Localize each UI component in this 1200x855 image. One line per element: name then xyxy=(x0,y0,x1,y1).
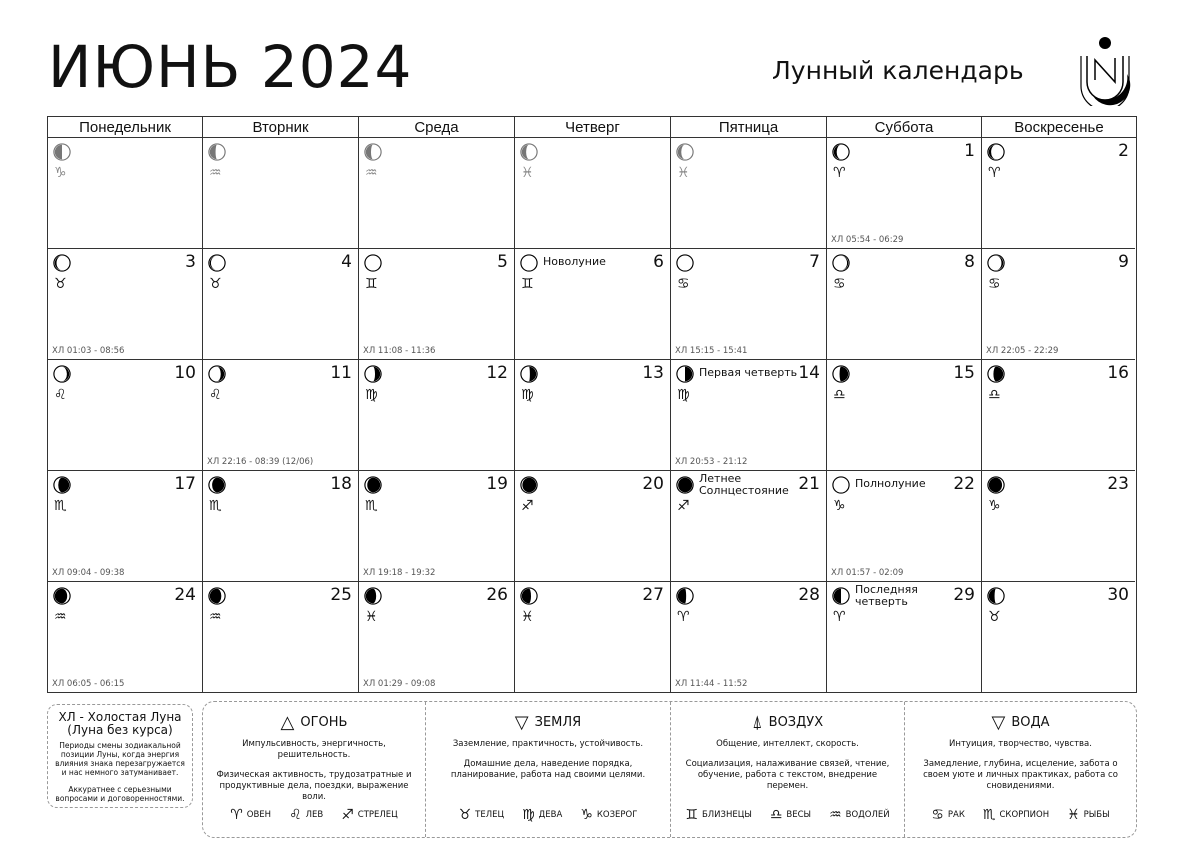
zodiac-legend-item xyxy=(289,807,323,823)
moon-phase-icon xyxy=(832,254,850,272)
moon-phase-icon xyxy=(520,143,538,161)
day-number: 6 xyxy=(653,252,664,272)
void-of-course-time: ХЛ 01:29 - 09:08 xyxy=(363,679,436,689)
day-cell[interactable] xyxy=(203,471,359,582)
day-number: 9 xyxy=(1118,252,1129,272)
day-cell[interactable] xyxy=(48,582,203,692)
zodiac-legend-item xyxy=(685,807,751,823)
day-cell[interactable] xyxy=(359,582,515,692)
element-traits: Интуиция, творчество, чувства. xyxy=(949,739,1092,749)
zodiac-sign-icon: ♋ xyxy=(833,276,846,292)
day-cell[interactable] xyxy=(359,138,515,249)
void-of-course-time: ХЛ 15:15 - 15:41 xyxy=(675,346,748,356)
moon-phase-icon xyxy=(364,254,382,272)
void-of-course-time: ХЛ 11:44 - 11:52 xyxy=(675,679,748,689)
day-cell[interactable] xyxy=(982,471,1135,582)
void-of-course-time: ХЛ 01:57 - 02:09 xyxy=(831,568,904,578)
zodiac-legend-item xyxy=(341,807,398,823)
zodiac-sign-icon: ♋ xyxy=(931,807,944,823)
moon-phase-icon xyxy=(53,254,71,272)
moon-phase-icon xyxy=(832,587,850,605)
moon-phase-icon xyxy=(53,476,71,494)
weekday-header: Понедельник xyxy=(48,117,203,138)
zodiac-sign-icon: ♑ xyxy=(54,165,67,181)
day-number: 5 xyxy=(497,252,508,272)
weekday-header: Четверг xyxy=(515,117,671,138)
zodiac-name: ЛЕВ xyxy=(305,810,324,820)
day-cell[interactable] xyxy=(203,249,359,360)
element-traits: Общение, интеллект, скорость. xyxy=(716,739,859,749)
moon-phase-icon xyxy=(364,365,382,383)
day-number: 11 xyxy=(330,363,352,383)
zodiac-sign-icon: ♈ xyxy=(988,165,1001,181)
void-of-course-time: ХЛ 05:54 - 06:29 xyxy=(831,235,904,245)
zodiac-sign-icon: ♈ xyxy=(833,609,846,625)
element-traits: Заземление, практичность, устойчивость. xyxy=(452,739,644,749)
moon-phase-icon xyxy=(520,365,538,383)
element-title xyxy=(905,712,1136,733)
zodiac-legend-item xyxy=(580,807,637,823)
zodiac-sign-icon: ♑ xyxy=(580,807,593,823)
moon-phase-icon xyxy=(364,587,382,605)
zodiac-sign-icon: ♒ xyxy=(365,165,378,181)
day-cell[interactable] xyxy=(515,360,671,471)
zodiac-legend-item xyxy=(829,807,890,823)
zodiac-legend-item xyxy=(770,807,811,823)
moon-phase-icon xyxy=(676,143,694,161)
day-cell[interactable] xyxy=(827,249,982,360)
zodiac-sign-icon: ♌ xyxy=(209,387,222,403)
day-number: 26 xyxy=(486,585,508,605)
element-activities: Замедление, глубина, исцеление, забота о своем уюте и личных практиках, работа со сновидениями. xyxy=(923,759,1118,791)
day-cell[interactable] xyxy=(515,582,671,692)
zodiac-legend-item xyxy=(522,807,562,823)
zodiac-sign-icon: ♋ xyxy=(677,276,690,292)
zodiac-sign-icon: ♓ xyxy=(521,609,534,625)
weekday-header: Пятница xyxy=(671,117,827,138)
day-number: 17 xyxy=(174,474,196,494)
element-symbol-icon: ▽ xyxy=(991,712,1006,733)
zodiac-sign-icon: ♓ xyxy=(677,165,690,181)
day-cell[interactable] xyxy=(203,138,359,249)
day-cell[interactable] xyxy=(359,360,515,471)
void-of-course-time: ХЛ 22:05 - 22:29 xyxy=(986,346,1059,356)
day-number: 18 xyxy=(330,474,352,494)
zodiac-sign-icon: ♈ xyxy=(677,609,690,625)
zodiac-sign-icon: ♋ xyxy=(988,276,1001,292)
day-cell[interactable] xyxy=(671,138,827,249)
zodiac-sign-icon: ♓ xyxy=(521,165,534,181)
zodiac-legend-item xyxy=(230,807,271,823)
element-title xyxy=(426,712,670,733)
day-cell[interactable] xyxy=(827,471,982,582)
zodiac-name: ТЕЛЕЦ xyxy=(475,810,505,820)
zodiac-sign-icon: ♏ xyxy=(982,807,996,823)
page-subtitle: Лунный календарь xyxy=(772,56,1024,85)
void-of-course-time: ХЛ 19:18 - 19:32 xyxy=(363,568,436,578)
day-number: 13 xyxy=(642,363,664,383)
zodiac-name: РАК xyxy=(947,810,965,820)
zodiac-sign-icon: ♍ xyxy=(521,387,534,403)
moon-phase-icon xyxy=(676,365,694,383)
element-signs xyxy=(905,807,1136,823)
zodiac-name: ВЕСЫ xyxy=(786,810,812,820)
day-cell[interactable] xyxy=(515,138,671,249)
moon-phase-icon xyxy=(832,365,850,383)
elements-legend xyxy=(202,701,1137,838)
element-symbol-icon: ⍋ xyxy=(751,712,763,733)
day-number: 24 xyxy=(174,585,196,605)
day-cell[interactable] xyxy=(203,360,359,471)
element-column xyxy=(904,702,1136,837)
moon-phase-icon xyxy=(208,365,226,383)
moon-phase-icon xyxy=(987,476,1005,494)
moon-phase-icon xyxy=(520,476,538,494)
element-title xyxy=(203,712,425,733)
day-number: 20 xyxy=(642,474,664,494)
day-cell[interactable] xyxy=(827,360,982,471)
day-cell[interactable] xyxy=(827,582,982,692)
day-cell[interactable] xyxy=(359,249,515,360)
day-cell[interactable] xyxy=(671,582,827,692)
zodiac-sign-icon: ♊ xyxy=(685,807,698,823)
day-cell[interactable] xyxy=(827,138,982,249)
moon-phase-icon xyxy=(53,587,71,605)
zodiac-legend-item xyxy=(983,807,1049,823)
zodiac-sign-icon: ♍ xyxy=(677,387,690,403)
day-cell[interactable] xyxy=(359,471,515,582)
zodiac-name: ДЕВА xyxy=(538,810,563,820)
day-cell[interactable] xyxy=(48,471,203,582)
day-number: 10 xyxy=(174,363,196,383)
zodiac-legend-item xyxy=(459,807,505,823)
element-activities: Физическая активность, трудозатратные и продуктивные дела, поездки, выражение воли. xyxy=(216,770,412,802)
moon-phase-icon xyxy=(987,365,1005,383)
moon-phase-icon xyxy=(208,143,226,161)
lunar-event: Новолуние xyxy=(543,255,606,268)
moon-phase-icon xyxy=(987,254,1005,272)
zodiac-sign-icon: ♒ xyxy=(54,609,67,625)
day-cell[interactable] xyxy=(48,249,203,360)
zodiac-sign-icon: ♎ xyxy=(769,807,783,823)
zodiac-name: РЫБЫ xyxy=(1083,810,1110,820)
zodiac-name: БЛИЗНЕЦЫ xyxy=(701,810,752,820)
day-cell[interactable] xyxy=(671,471,827,582)
void-of-course-time: ХЛ 06:05 - 06:15 xyxy=(52,679,125,689)
day-cell[interactable] xyxy=(48,360,203,471)
element-signs xyxy=(203,807,425,823)
element-name: ВОДА xyxy=(1011,715,1050,730)
day-number: 12 xyxy=(486,363,508,383)
day-number: 21 xyxy=(798,474,820,494)
zodiac-sign-icon: ♈ xyxy=(230,807,243,823)
zodiac-sign-icon: ♏ xyxy=(54,498,67,514)
void-of-course-time: ХЛ 11:08 - 11:36 xyxy=(363,346,436,356)
zodiac-sign-icon: ♏ xyxy=(209,498,222,514)
day-number: 29 xyxy=(953,585,975,605)
moon-phase-icon xyxy=(832,476,850,494)
zodiac-name: КОЗЕРОГ xyxy=(596,810,638,820)
lunar-event: Летнее Солнцестояние xyxy=(699,472,789,497)
void-of-course-time: ХЛ 01:03 - 08:56 xyxy=(52,346,125,356)
element-traits: Импульсивность, энергичность, решительность. xyxy=(242,739,386,760)
day-number: 2 xyxy=(1118,141,1129,161)
day-cell[interactable] xyxy=(982,249,1135,360)
zodiac-sign-icon: ♍ xyxy=(522,807,535,823)
element-name: ЗЕМЛЯ xyxy=(534,715,582,730)
day-cell[interactable] xyxy=(671,249,827,360)
zodiac-name: ВОДОЛЕЙ xyxy=(845,810,890,820)
zodiac-legend-item xyxy=(931,807,965,823)
calendar-grid xyxy=(47,116,1137,693)
zodiac-sign-icon: ♒ xyxy=(829,807,842,823)
zodiac-sign-icon: ♐ xyxy=(677,498,690,514)
xl-legend-note: Аккуратнее с серьезными вопросами и договоренностями. xyxy=(55,785,185,803)
moon-phase-icon xyxy=(676,254,694,272)
day-number: 1 xyxy=(964,141,975,161)
moon-phase-icon xyxy=(832,143,850,161)
zodiac-sign-icon: ♓ xyxy=(1067,807,1080,823)
day-cell[interactable] xyxy=(982,582,1135,692)
lunar-event: Первая четверть xyxy=(699,366,798,379)
zodiac-sign-icon: ♈ xyxy=(833,165,846,181)
day-number: 3 xyxy=(185,252,196,272)
zodiac-sign-icon: ♏ xyxy=(365,498,378,514)
moon-phase-icon xyxy=(364,476,382,494)
zodiac-sign-icon: ♉ xyxy=(209,276,222,292)
weekday-header: Воскресенье xyxy=(982,117,1136,138)
element-activities: Домашние дела, наведение порядка, планирование, работа над своими целями. xyxy=(450,759,646,780)
day-number: 19 xyxy=(486,474,508,494)
day-number: 27 xyxy=(642,585,664,605)
day-number: 22 xyxy=(953,474,975,494)
element-name: ОГОНЬ xyxy=(300,715,348,730)
zodiac-sign-icon: ♊ xyxy=(365,276,378,292)
void-of-course-time: ХЛ 22:16 - 08:39 (12/06) xyxy=(207,457,314,467)
day-number: 15 xyxy=(953,363,975,383)
brand-logo xyxy=(1073,36,1137,106)
element-activities: Социализация, налаживание связей, чтение, обучение, работа с текстом, внедрение перемен. xyxy=(685,759,890,791)
moon-phase-icon xyxy=(987,587,1005,605)
zodiac-name: СКОРПИОН xyxy=(999,810,1050,820)
day-cell[interactable] xyxy=(982,360,1135,471)
day-number: 14 xyxy=(798,363,820,383)
moon-phase-icon xyxy=(987,143,1005,161)
weekday-header: Среда xyxy=(359,117,515,138)
element-symbol-icon: ▽ xyxy=(514,712,529,733)
void-of-course-time: ХЛ 20:53 - 21:12 xyxy=(675,457,748,467)
zodiac-sign-icon: ♓ xyxy=(365,609,378,625)
zodiac-sign-icon: ♉ xyxy=(458,807,472,823)
element-signs xyxy=(671,807,904,823)
lunar-event: Полнолуние xyxy=(855,477,926,490)
day-number: 8 xyxy=(964,252,975,272)
day-number: 25 xyxy=(330,585,352,605)
moon-phase-icon xyxy=(520,254,538,272)
zodiac-name: ОВЕН xyxy=(246,810,272,820)
day-number: 23 xyxy=(1107,474,1129,494)
zodiac-sign-icon: ♊ xyxy=(521,276,534,292)
zodiac-sign-icon: ♎ xyxy=(833,387,846,403)
element-column xyxy=(670,702,904,837)
zodiac-sign-icon: ♑ xyxy=(833,498,846,514)
zodiac-sign-icon: ♍ xyxy=(365,387,378,403)
page-title: ИЮНЬ 2024 xyxy=(48,33,413,101)
moon-phase-icon xyxy=(676,476,694,494)
element-symbol-icon: △ xyxy=(280,712,295,733)
zodiac-sign-icon: ♉ xyxy=(54,276,67,292)
day-number: 4 xyxy=(341,252,352,272)
moon-phase-icon xyxy=(208,587,226,605)
day-cell[interactable] xyxy=(982,138,1135,249)
element-column xyxy=(425,702,670,837)
zodiac-sign-icon: ♌ xyxy=(54,387,67,403)
moon-phase-icon xyxy=(364,143,382,161)
day-number: 28 xyxy=(798,585,820,605)
day-cell[interactable] xyxy=(203,582,359,692)
day-cell[interactable] xyxy=(515,249,671,360)
weekday-header: Вторник xyxy=(203,117,359,138)
void-of-course-time: ХЛ 09:04 - 09:38 xyxy=(52,568,125,578)
weekday-header: Суббота xyxy=(827,117,982,138)
moon-phase-icon xyxy=(208,254,226,272)
lunar-event: Последняя четверть xyxy=(855,583,918,608)
zodiac-sign-icon: ♐ xyxy=(521,498,534,514)
day-cell[interactable] xyxy=(671,360,827,471)
zodiac-sign-icon: ♌ xyxy=(289,807,302,823)
element-name: ВОЗДУХ xyxy=(768,715,824,730)
moon-phase-icon xyxy=(520,587,538,605)
zodiac-sign-icon: ♐ xyxy=(341,807,354,823)
moon-phase-icon xyxy=(676,587,694,605)
moon-phase-icon xyxy=(53,365,71,383)
element-title xyxy=(671,712,904,733)
xl-legend-title: ХЛ - Холостая Луна (Луна без курса) xyxy=(58,710,182,737)
moon-phase-icon xyxy=(53,143,71,161)
zodiac-sign-icon: ♎ xyxy=(988,387,1001,403)
zodiac-sign-icon: ♒ xyxy=(209,165,222,181)
day-cell[interactable] xyxy=(48,138,203,249)
zodiac-name: СТРЕЛЕЦ xyxy=(357,810,398,820)
zodiac-sign-icon: ♉ xyxy=(988,609,1001,625)
day-cell[interactable] xyxy=(515,471,671,582)
zodiac-sign-icon: ♑ xyxy=(988,498,1001,514)
day-number: 16 xyxy=(1107,363,1129,383)
day-number: 30 xyxy=(1107,585,1129,605)
zodiac-sign-icon: ♒ xyxy=(209,609,222,625)
element-column xyxy=(203,702,425,837)
day-number: 7 xyxy=(809,252,820,272)
xl-legend xyxy=(47,704,193,808)
moon-phase-icon xyxy=(208,476,226,494)
zodiac-legend-item xyxy=(1067,807,1110,823)
xl-legend-text: Периоды смены зодиакальной позиции Луны, когда энергия влияния знака перезагружается и нас немного затуманивает. xyxy=(55,741,185,777)
element-signs xyxy=(426,807,670,823)
